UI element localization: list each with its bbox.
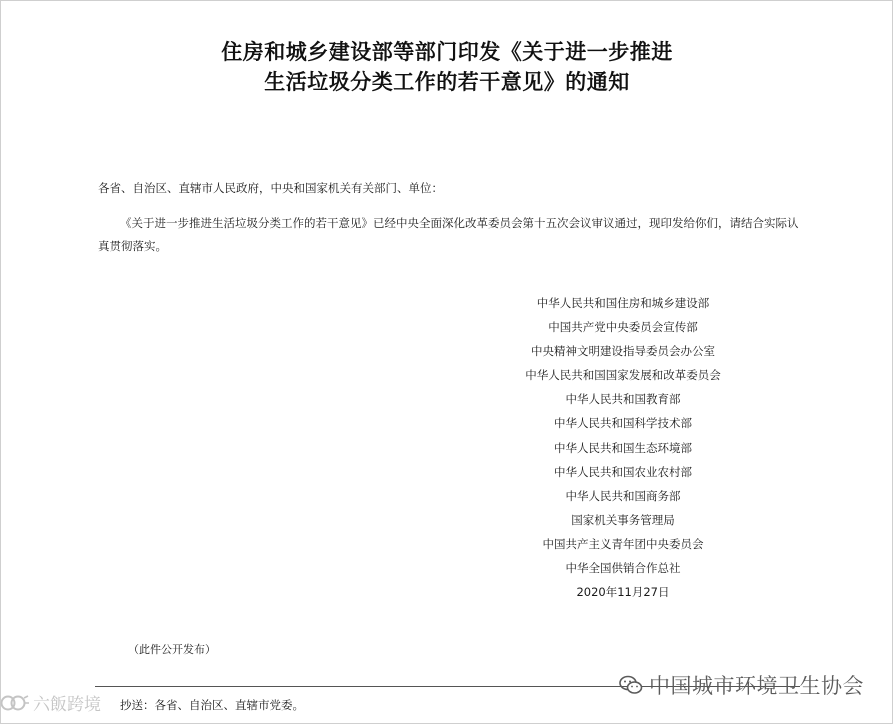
- issuer-item: 中央精神文明建设指导委员会办公室: [531, 344, 715, 359]
- issuer-item: 中华全国供销合作总社: [565, 561, 681, 576]
- issuer-item: 中华人民共和国生态环境部: [554, 440, 692, 455]
- watermark-left-text: 六飯跨境: [33, 695, 101, 715]
- cc-line: 抄送：各省、自治区、直辖市党委。: [120, 698, 304, 712]
- issuer-list: [490, 291, 756, 604]
- issuer-item: 中华人民共和国商务部: [565, 488, 681, 503]
- issue-date: 2020年11月27日: [576, 585, 670, 600]
- watermark-left: [0, 690, 101, 715]
- wechat-icon: [619, 674, 643, 696]
- title-line-1: 住房和城乡建设部等部门印发《关于进一步推进: [221, 40, 673, 64]
- issuer-item: 中华人民共和国农业农村部: [554, 464, 692, 479]
- watermark-right-text: 中国城市环境卫生协会: [649, 674, 864, 698]
- issuer-item: 中华人民共和国住房和城乡建设部: [536, 296, 710, 310]
- watermark-right: [619, 670, 864, 700]
- brand-logo-icon: [0, 693, 30, 713]
- issuer-item: 中华人民共和国科学技术部: [554, 416, 692, 431]
- addressee: 各省、自治区、直辖市人民政府，中央和国家机关有关部门、单位：: [98, 181, 443, 195]
- issuer-item: 中华人民共和国教育部: [565, 392, 681, 407]
- issuer-item: 中国共产党中央委员会宣传部: [548, 320, 698, 335]
- title-line-2: 生活垃圾分类工作的若干意见》的通知: [264, 70, 630, 94]
- issuer-item: 中华人民共和国国家发展和改革委员会: [525, 368, 721, 383]
- issuer-item: 国家机关事务管理局: [571, 512, 675, 527]
- body-paragraph: 《关于进一步推进生活垃圾分类工作的若干意见》已经中央全面深化改革委员会第十五次会议审议通过，现印发给你们，请结合实际认真贯彻落实。: [98, 216, 799, 253]
- publication-note: （此件公开发布）: [128, 643, 216, 656]
- issuer-item: 中国共产主义青年团中央委员会: [542, 536, 704, 551]
